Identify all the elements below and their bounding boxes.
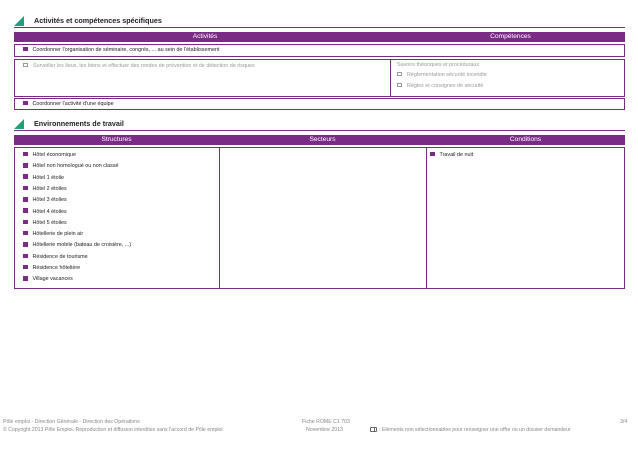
footer-legend: : Eléments non sélectionnables pour renseigner une offre ou un dossier demandeur <box>370 427 571 434</box>
column-divider <box>426 148 427 288</box>
list-item: Hôtel non homologué ou non classé <box>23 163 119 170</box>
list-item: Réglementation sécurité incendie <box>397 72 487 79</box>
footer-fiche: Fiche ROME C1 703 <box>302 419 350 425</box>
list-item: Hôtel 4 étoiles <box>23 209 67 216</box>
list-item: Règles et consignes de sécurité <box>397 83 483 90</box>
list-item: Coordonner l'organisation de séminaire, congrès, ... au sein de l'établissement <box>23 47 219 54</box>
page-number: 3/4 <box>620 419 628 425</box>
bullet-square-icon <box>23 174 28 179</box>
footer-date: Novembre 2013 <box>306 427 343 433</box>
bullet-square-icon <box>23 152 28 157</box>
col-activites: Activités <box>192 33 218 40</box>
list-item: Hôtellerie de plein air <box>23 231 83 238</box>
col-secteurs: Secteurs <box>309 136 336 143</box>
book-icon <box>370 427 377 432</box>
list-item: Résidence hôtelière <box>23 265 80 272</box>
list-item: Travail de nuit <box>430 152 473 159</box>
bullet-square-icon <box>23 242 28 247</box>
col-conditions: Conditions <box>509 136 542 143</box>
section-marker-icon <box>14 16 24 26</box>
section-activites-title: Activités et compétences spécifiques <box>14 15 625 28</box>
bullet-square-icon <box>23 47 28 52</box>
bullet-square-icon <box>23 220 28 225</box>
activity-row <box>14 44 625 57</box>
bullet-square-icon <box>23 186 28 191</box>
col-structures: Structures <box>101 136 132 143</box>
bullet-square-icon <box>23 276 28 281</box>
list-item: Hôtel 2 étoiles <box>23 186 67 193</box>
list-item: Village vacances <box>23 276 73 283</box>
bullet-square-icon <box>430 152 435 157</box>
activites-header-bar <box>14 32 625 42</box>
column-divider <box>390 60 391 96</box>
list-item: Surveiller les lieux, les biens et effectuer des rondes de prévention et de détection de risques <box>23 63 255 70</box>
book-checkbox-icon <box>397 83 402 88</box>
footer-org: Pôle emploi - Direction Générale - Direction des Opérations <box>3 419 140 425</box>
footer-copyright: © Copyright 2013 Pôle Emploi. Reproduction et diffusion interdites sans l'accord de Pôle emploi <box>3 427 223 433</box>
activity-row <box>14 59 625 97</box>
column-divider <box>219 148 220 288</box>
bullet-square-icon <box>23 231 28 236</box>
bullet-square-icon <box>23 163 28 168</box>
list-item: Coordonner l'activité d'une équipe <box>23 101 114 108</box>
activity-row <box>14 98 625 110</box>
list-item: Résidence de tourisme <box>23 254 88 261</box>
list-item: Hôtel 5 étoiles <box>23 220 67 227</box>
environnements-table <box>14 147 625 289</box>
section-environnements-title: Environnements de travail <box>14 118 625 131</box>
environnements-header-bar <box>14 135 625 145</box>
bullet-square-icon <box>23 208 28 213</box>
book-checkbox-icon <box>397 72 402 77</box>
bullet-square-icon <box>23 197 28 202</box>
book-checkbox-icon <box>23 63 28 68</box>
list-item: Hôtel 1 étoile <box>23 175 64 182</box>
col-competences: Compétences <box>490 33 531 40</box>
section-marker-icon <box>14 119 24 129</box>
bullet-square-icon <box>23 101 28 106</box>
bullet-square-icon <box>23 254 28 259</box>
list-item: Hôtellerie mobile (bateau de croisière, ...) <box>23 242 131 249</box>
competences-heading: Savoirs théoriques et procéduraux <box>397 62 480 68</box>
bullet-square-icon <box>23 265 28 270</box>
list-item: Hôtel 3 étoiles <box>23 197 67 204</box>
list-item: Hôtel économique <box>23 152 76 159</box>
